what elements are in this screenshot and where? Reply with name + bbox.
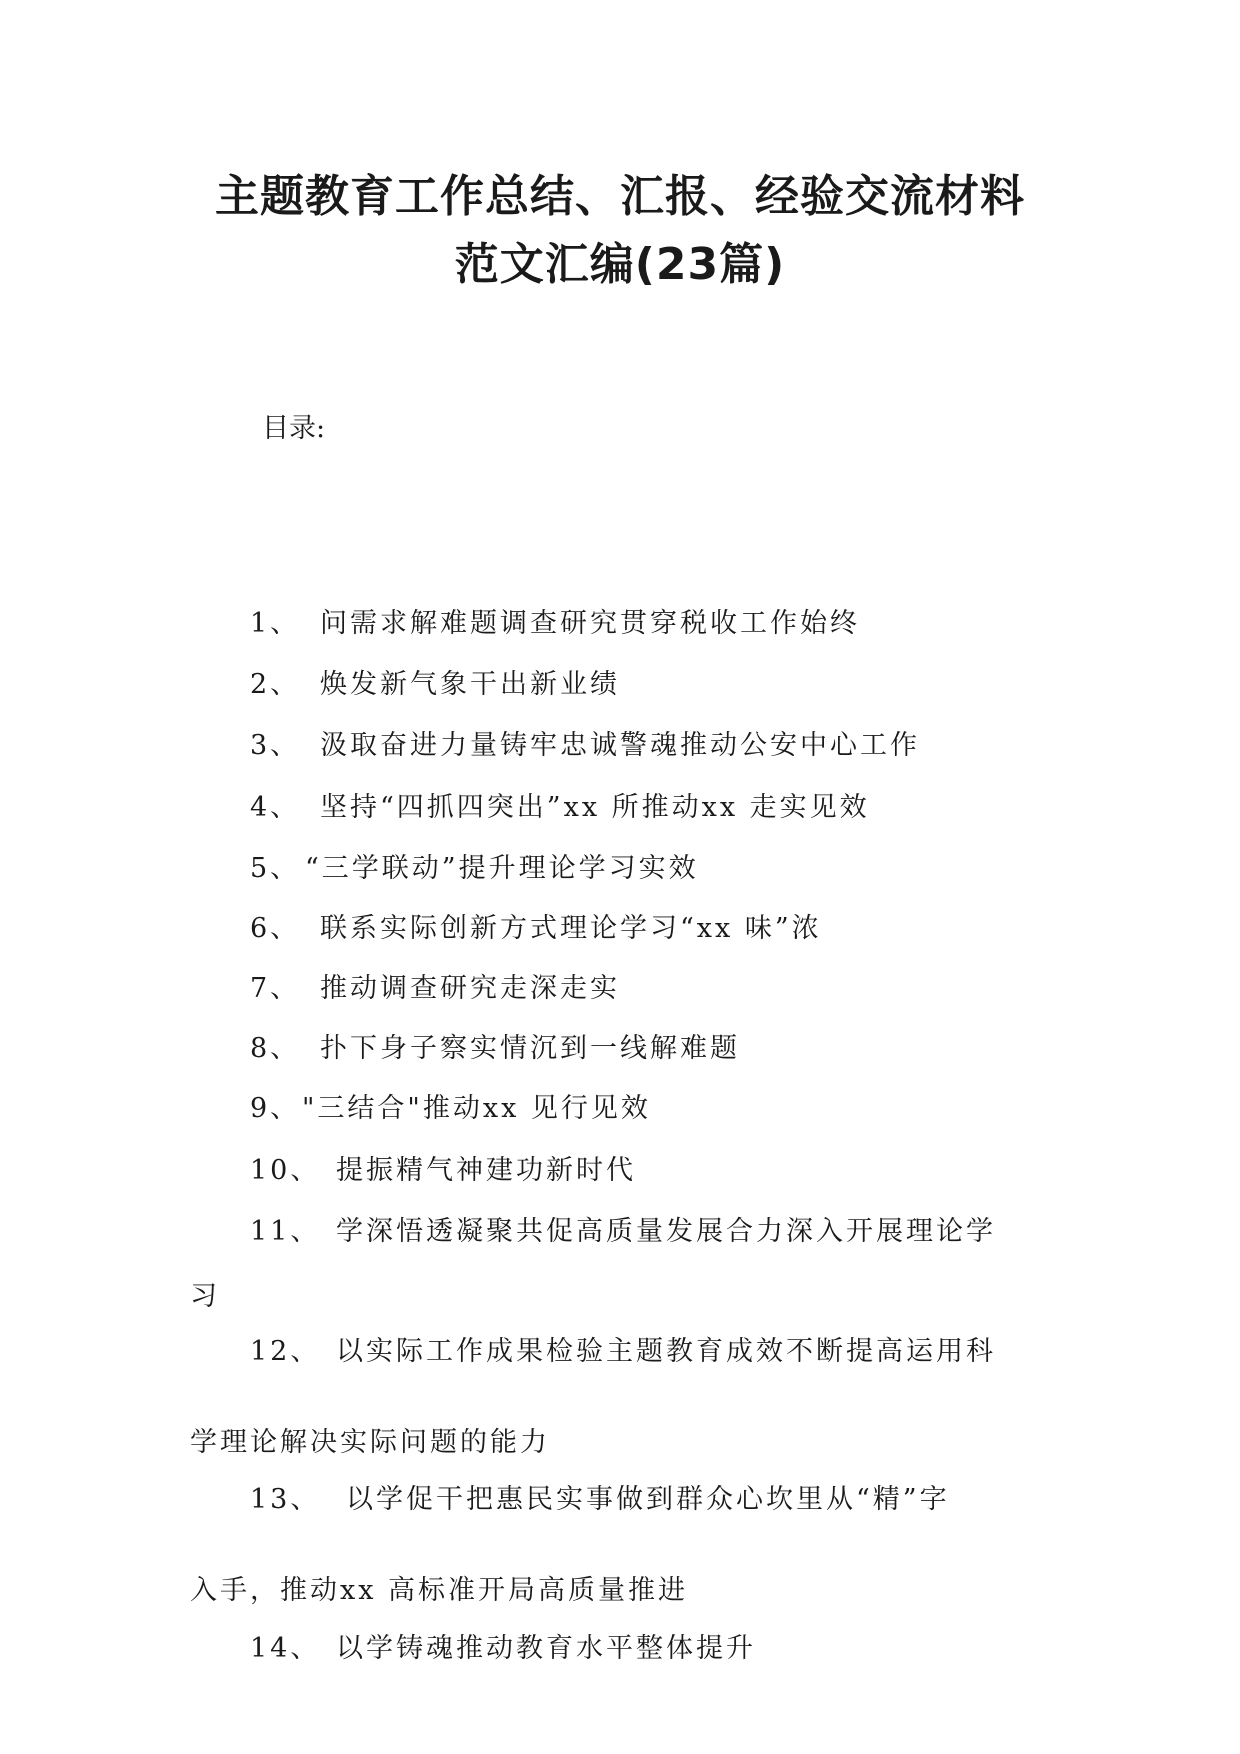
toc-item-number: 5、 [250, 853, 301, 884]
toc-item-text: 扑下身子察实情沉到一线解难题 [320, 1033, 740, 1064]
toc-item-text: 汲取奋进力量铸牢忠诚警魂推动公安中心工作 [320, 730, 920, 761]
toc-item-text: 坚持“四抓四突出”xx 所推动xx 走实见效 [320, 792, 870, 823]
toc-item-13-continuation: 入手，推动xx 高标准开局高质量推进 [190, 1575, 689, 1606]
toc-item-3 [250, 728, 920, 764]
toc-item-text: 联系实际创新方式理论学习“xx 味”浓 [320, 913, 822, 944]
toc-item-number: 14、 [250, 1633, 321, 1664]
toc-item-12-continuation: 学理论解决实际问题的能力 [190, 1427, 550, 1458]
toc-item-number: 10、 [250, 1155, 321, 1186]
toc-item-7 [250, 971, 620, 1007]
toc-item-text: 问需求解难题调查研究贯穿税收工作始终 [320, 608, 860, 639]
toc-item-5 [250, 851, 699, 887]
toc-item-11-continuation: 习 [190, 1281, 220, 1312]
toc-item-11 [250, 1214, 996, 1250]
toc-item-number: 8、 [250, 1033, 301, 1064]
toc-item-13 [250, 1482, 950, 1518]
toc-item-text: "三结合"推动xx 见行见效 [302, 1093, 651, 1124]
toc-item-number: 9、 [250, 1093, 301, 1124]
toc-item-text: 以学铸魂推动教育水平整体提升 [336, 1633, 756, 1664]
toc-item-number: 2、 [250, 669, 301, 700]
toc-item-number: 12、 [250, 1336, 321, 1367]
toc-item-text: 以实际工作成果检验主题教育成效不断提高运用科 [336, 1336, 996, 1367]
toc-item-number: 6、 [250, 913, 301, 944]
toc-item-14 [250, 1631, 756, 1667]
toc-label: 目录: [262, 413, 326, 444]
toc-item-text: “三学联动”提升理论学习实效 [305, 853, 699, 884]
toc-item-12 [250, 1334, 996, 1370]
toc-item-number: 7、 [250, 973, 301, 1004]
toc-item-text: 推动调查研究走深走实 [320, 973, 620, 1004]
toc-item-number: 4、 [250, 792, 301, 823]
toc-item-10 [250, 1153, 636, 1189]
toc-item-number: 11、 [250, 1216, 321, 1247]
toc-item-1 [250, 606, 860, 642]
toc-item-text: 学深悟透凝聚共促高质量发展合力深入开展理论学 [336, 1216, 996, 1247]
toc-item-2 [250, 667, 620, 703]
toc-item-text: 焕发新气象干出新业绩 [320, 669, 620, 700]
toc-item-4 [250, 790, 870, 826]
toc-item-9 [250, 1091, 651, 1127]
toc-item-number: 3、 [250, 730, 301, 761]
toc-item-6 [250, 911, 822, 947]
document-title-line-1: 主题教育工作总结、汇报、经验交流材料 [215, 171, 1025, 222]
toc-item-number: 13、 [250, 1484, 321, 1515]
toc-item-text: 提振精气神建功新时代 [336, 1155, 636, 1186]
toc-item-text: 以学促干把惠民实事做到群众心坎里从“精”字 [346, 1484, 950, 1515]
document-title-line-2: 范文汇编(23篇) [454, 239, 786, 290]
toc-item-number: 1、 [250, 608, 301, 639]
toc-item-8 [250, 1031, 740, 1067]
